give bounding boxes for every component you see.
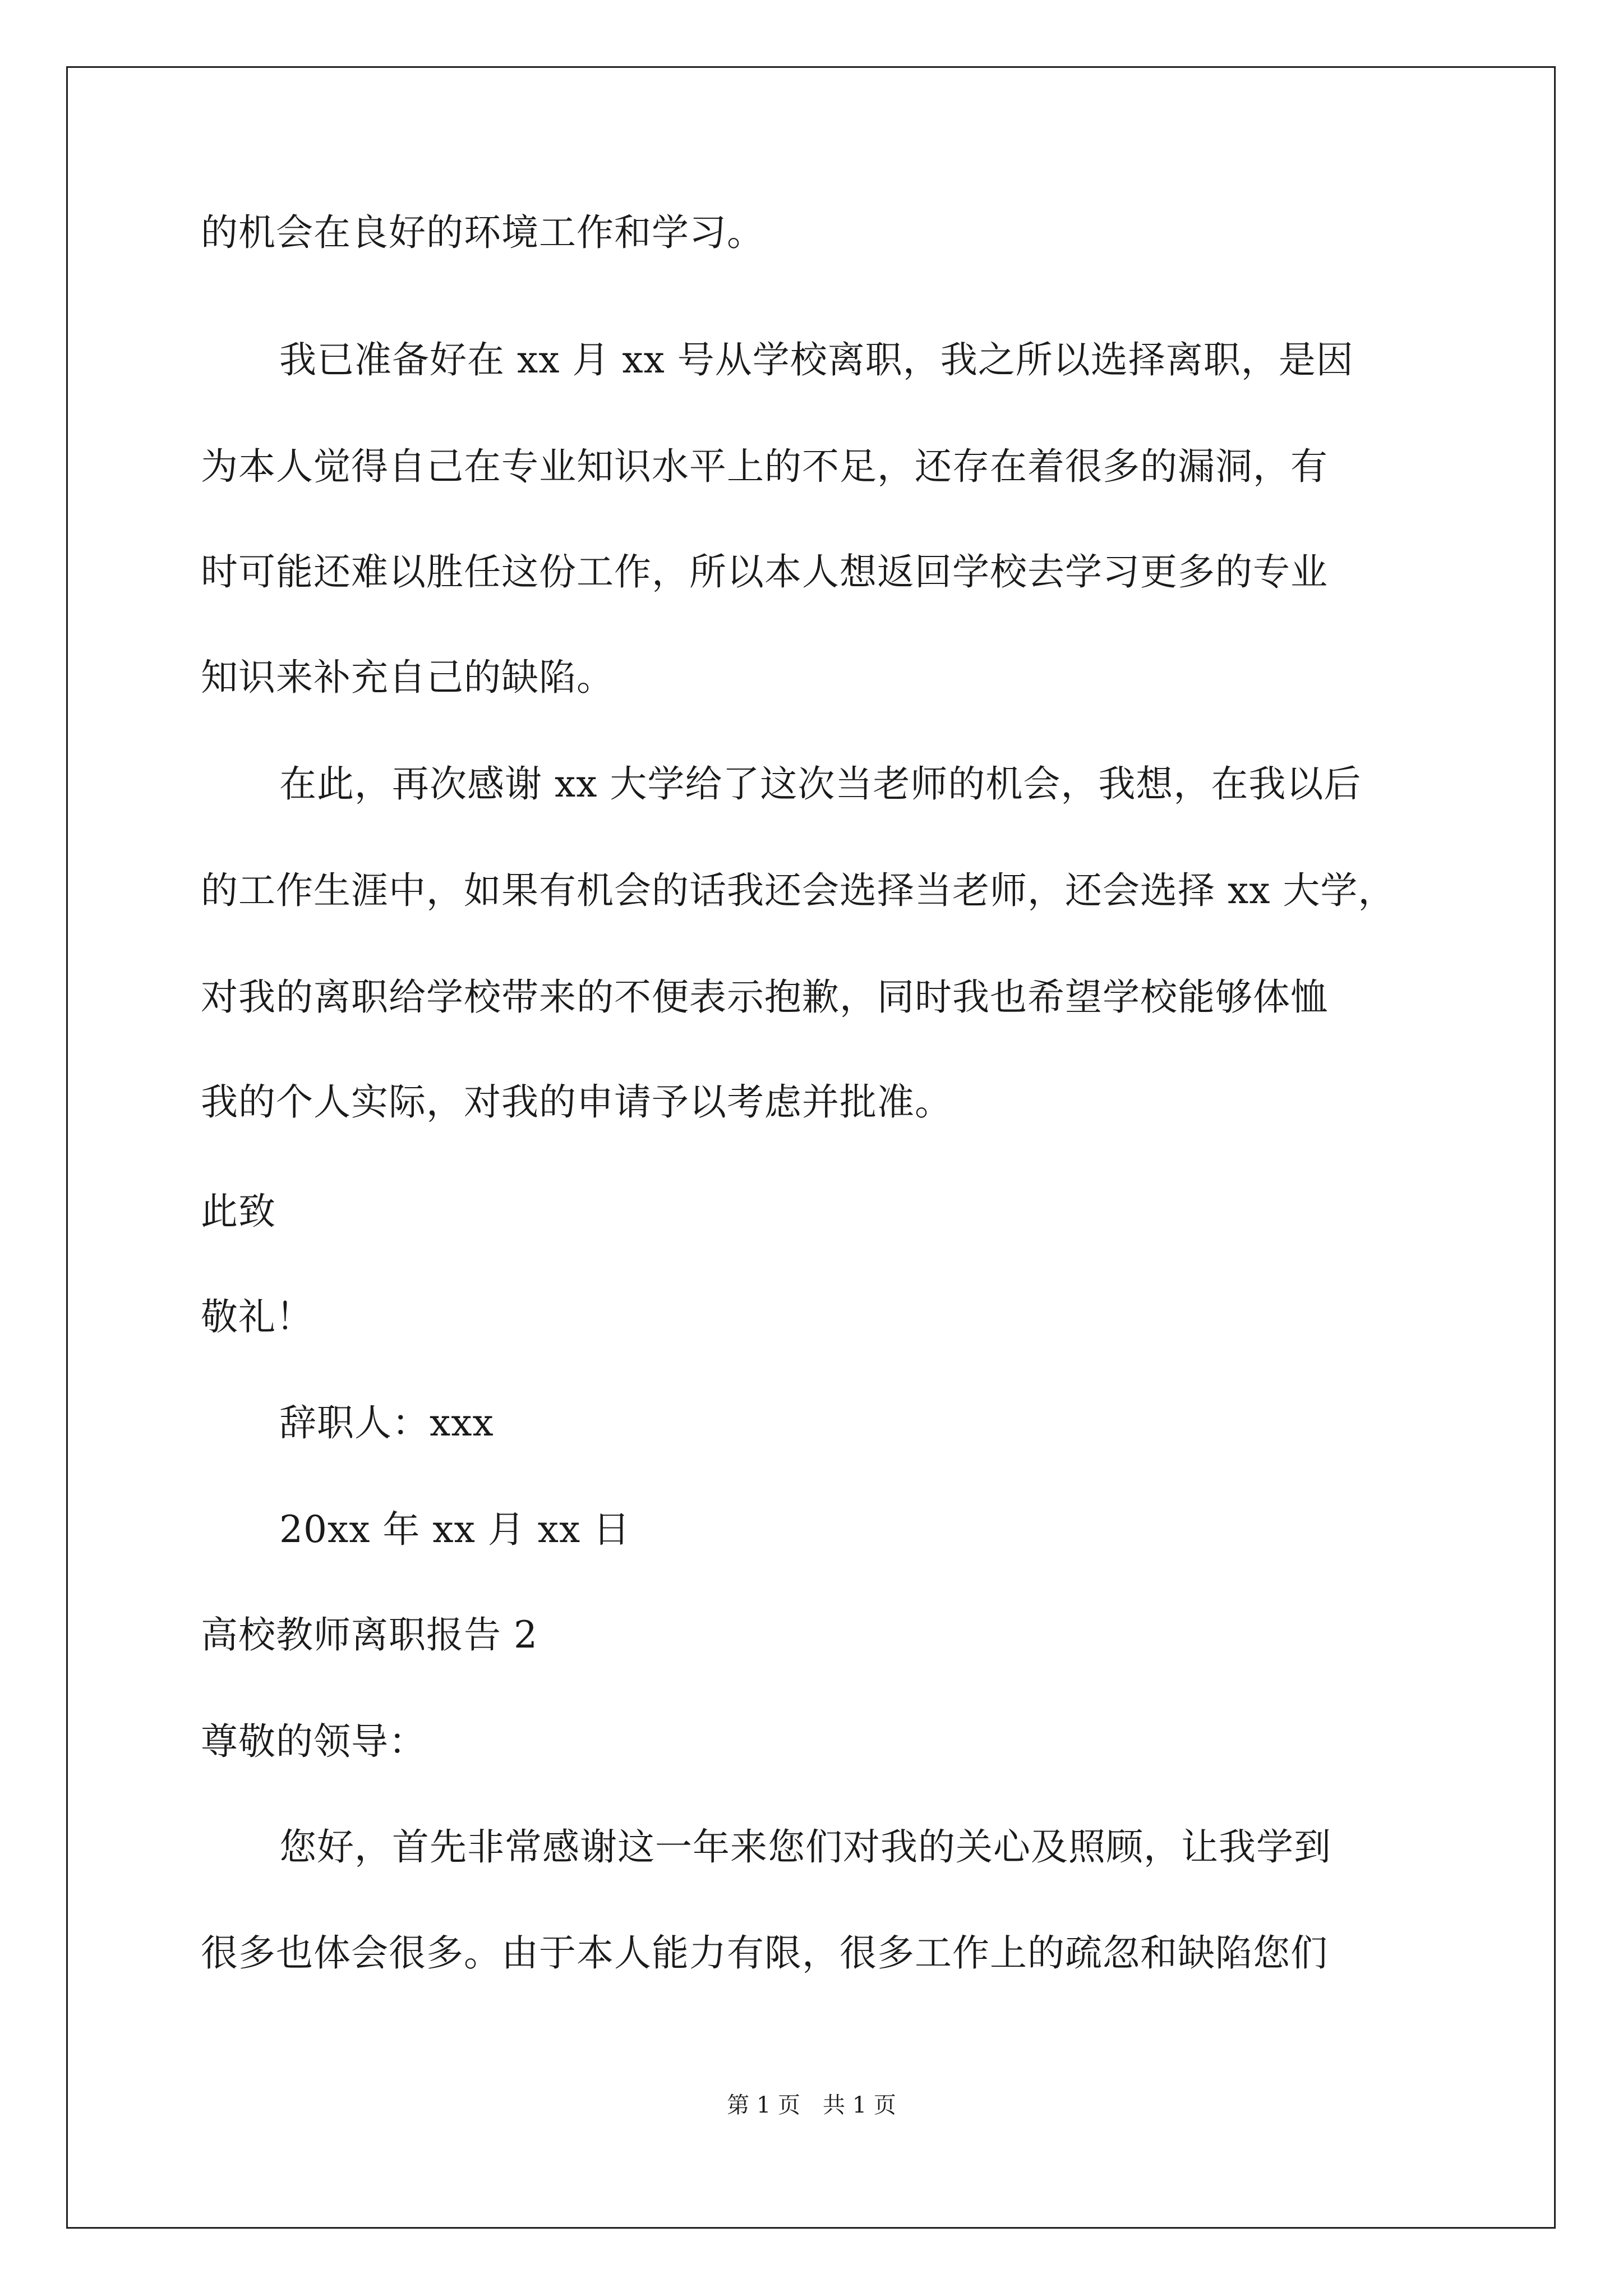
date-line: 20xx 年 xx 月 xx 日 bbox=[279, 1508, 631, 1551]
text-line: 我的个人实际，对我的申请予以考虑并批准。 bbox=[201, 1080, 952, 1124]
text-line: 对我的离职给学校带来的不便表示抱歉，同时我也希望学校能够体恤 bbox=[201, 976, 1328, 1019]
text-line: 此致 bbox=[201, 1190, 276, 1233]
signature-line: 辞职人：xxx bbox=[279, 1401, 494, 1444]
salutation: 尊敬的领导： bbox=[201, 1720, 426, 1763]
text-line: 为本人觉得自己在专业知识水平上的不足，还存在着很多的漏洞，有 bbox=[201, 445, 1328, 488]
text-line: 时可能还难以胜任这份工作，所以本人想返回学校去学习更多的专业 bbox=[201, 550, 1328, 593]
text-line: 的工作生涯中，如果有机会的话我还会选择当老师，还会选择 xx 大学， bbox=[201, 869, 1396, 912]
text-line: 的机会在良好的环境工作和学习。 bbox=[201, 211, 764, 254]
text-line: 我已准备好在 xx 月 xx 号从学校离职，我之所以选择离职，是因 bbox=[279, 338, 1354, 381]
text-line: 知识来补充自己的缺陷。 bbox=[201, 656, 614, 699]
text-line: 您好，首先非常感谢这一年来您们对我的关心及照顾，让我学到 bbox=[279, 1825, 1331, 1869]
page-border bbox=[66, 66, 1556, 2229]
text-line: 敬礼！ bbox=[201, 1295, 313, 1338]
page-footer: 第 1 页 共 1 页 bbox=[727, 2092, 896, 2118]
section-title: 高校教师离职报告 2 bbox=[201, 1613, 538, 1657]
text-line: 很多也体会很多。由于本人能力有限，很多工作上的疏忽和缺陷您们 bbox=[201, 1931, 1328, 1975]
text-line: 在此，再次感谢 xx 大学给了这次当老师的机会，我想，在我以后 bbox=[279, 762, 1362, 806]
